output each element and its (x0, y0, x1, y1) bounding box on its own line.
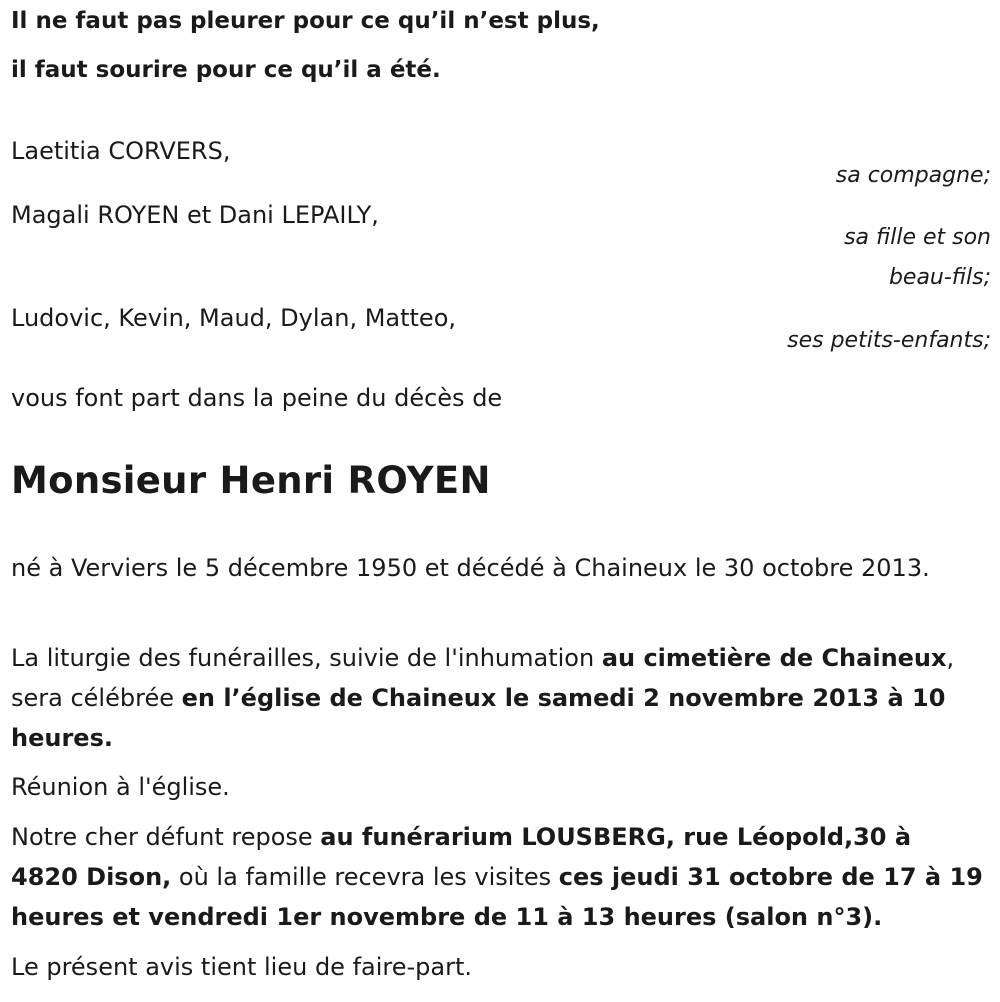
notice-text: Le présent avis tient lieu de faire-part. (11, 953, 473, 981)
announcement-text: vous font part dans la peine du décès de (11, 384, 503, 412)
family-member-role: sa fille et son (844, 225, 991, 250)
family-member-names: Magali ROYEN et Dani LEPAILY, (11, 201, 379, 229)
epitaph-line-1: Il ne faut pas pleurer pour ce qu’il n’est plus, (11, 8, 600, 34)
epitaph-line-2: il faut sourire pour ce qu’il a été. (11, 57, 441, 83)
liturgy-paragraph (11, 638, 986, 758)
meeting-info: Réunion à l'église. (11, 773, 230, 801)
repose-text: où la famille recevra les visites (171, 863, 559, 891)
family-member-role: ses petits-enfants; (787, 328, 991, 353)
liturgy-text: , sera célébrée (11, 644, 955, 712)
family-member-names: Laetitia CORVERS, (11, 137, 231, 165)
repose-paragraph (11, 817, 986, 937)
liturgy-church-date: en l’église de Chaineux le samedi 2 novembre 2013 à 10 heures. (11, 684, 946, 752)
repose-funeral-home: au funérarium LOUSBERG, rue Léopold,30 à 4820 Dison, (11, 823, 912, 891)
family-member-role-continued: beau-fils; (888, 265, 991, 290)
family-member-names: Ludovic, Kevin, Maud, Dylan, Matteo, (11, 304, 457, 332)
liturgy-cemetery: au cimetière de Chaineux (601, 644, 947, 672)
deceased-name: Monsieur Henri ROYEN (11, 459, 491, 502)
repose-text: Notre cher défunt repose (11, 823, 321, 851)
liturgy-text: La liturgie des funérailles, suivie de l'inhumation (11, 644, 602, 672)
repose-visiting-hours: ces jeudi 31 octobre de 17 à 19 heures et vendredi 1er novembre de 11 à 13 heures (salon n°3). (11, 863, 983, 931)
birth-death-info: né à Verviers le 5 décembre 1950 et décédé à Chaineux le 30 octobre 2013. (11, 554, 930, 582)
family-member-role: sa compagne; (835, 163, 991, 188)
